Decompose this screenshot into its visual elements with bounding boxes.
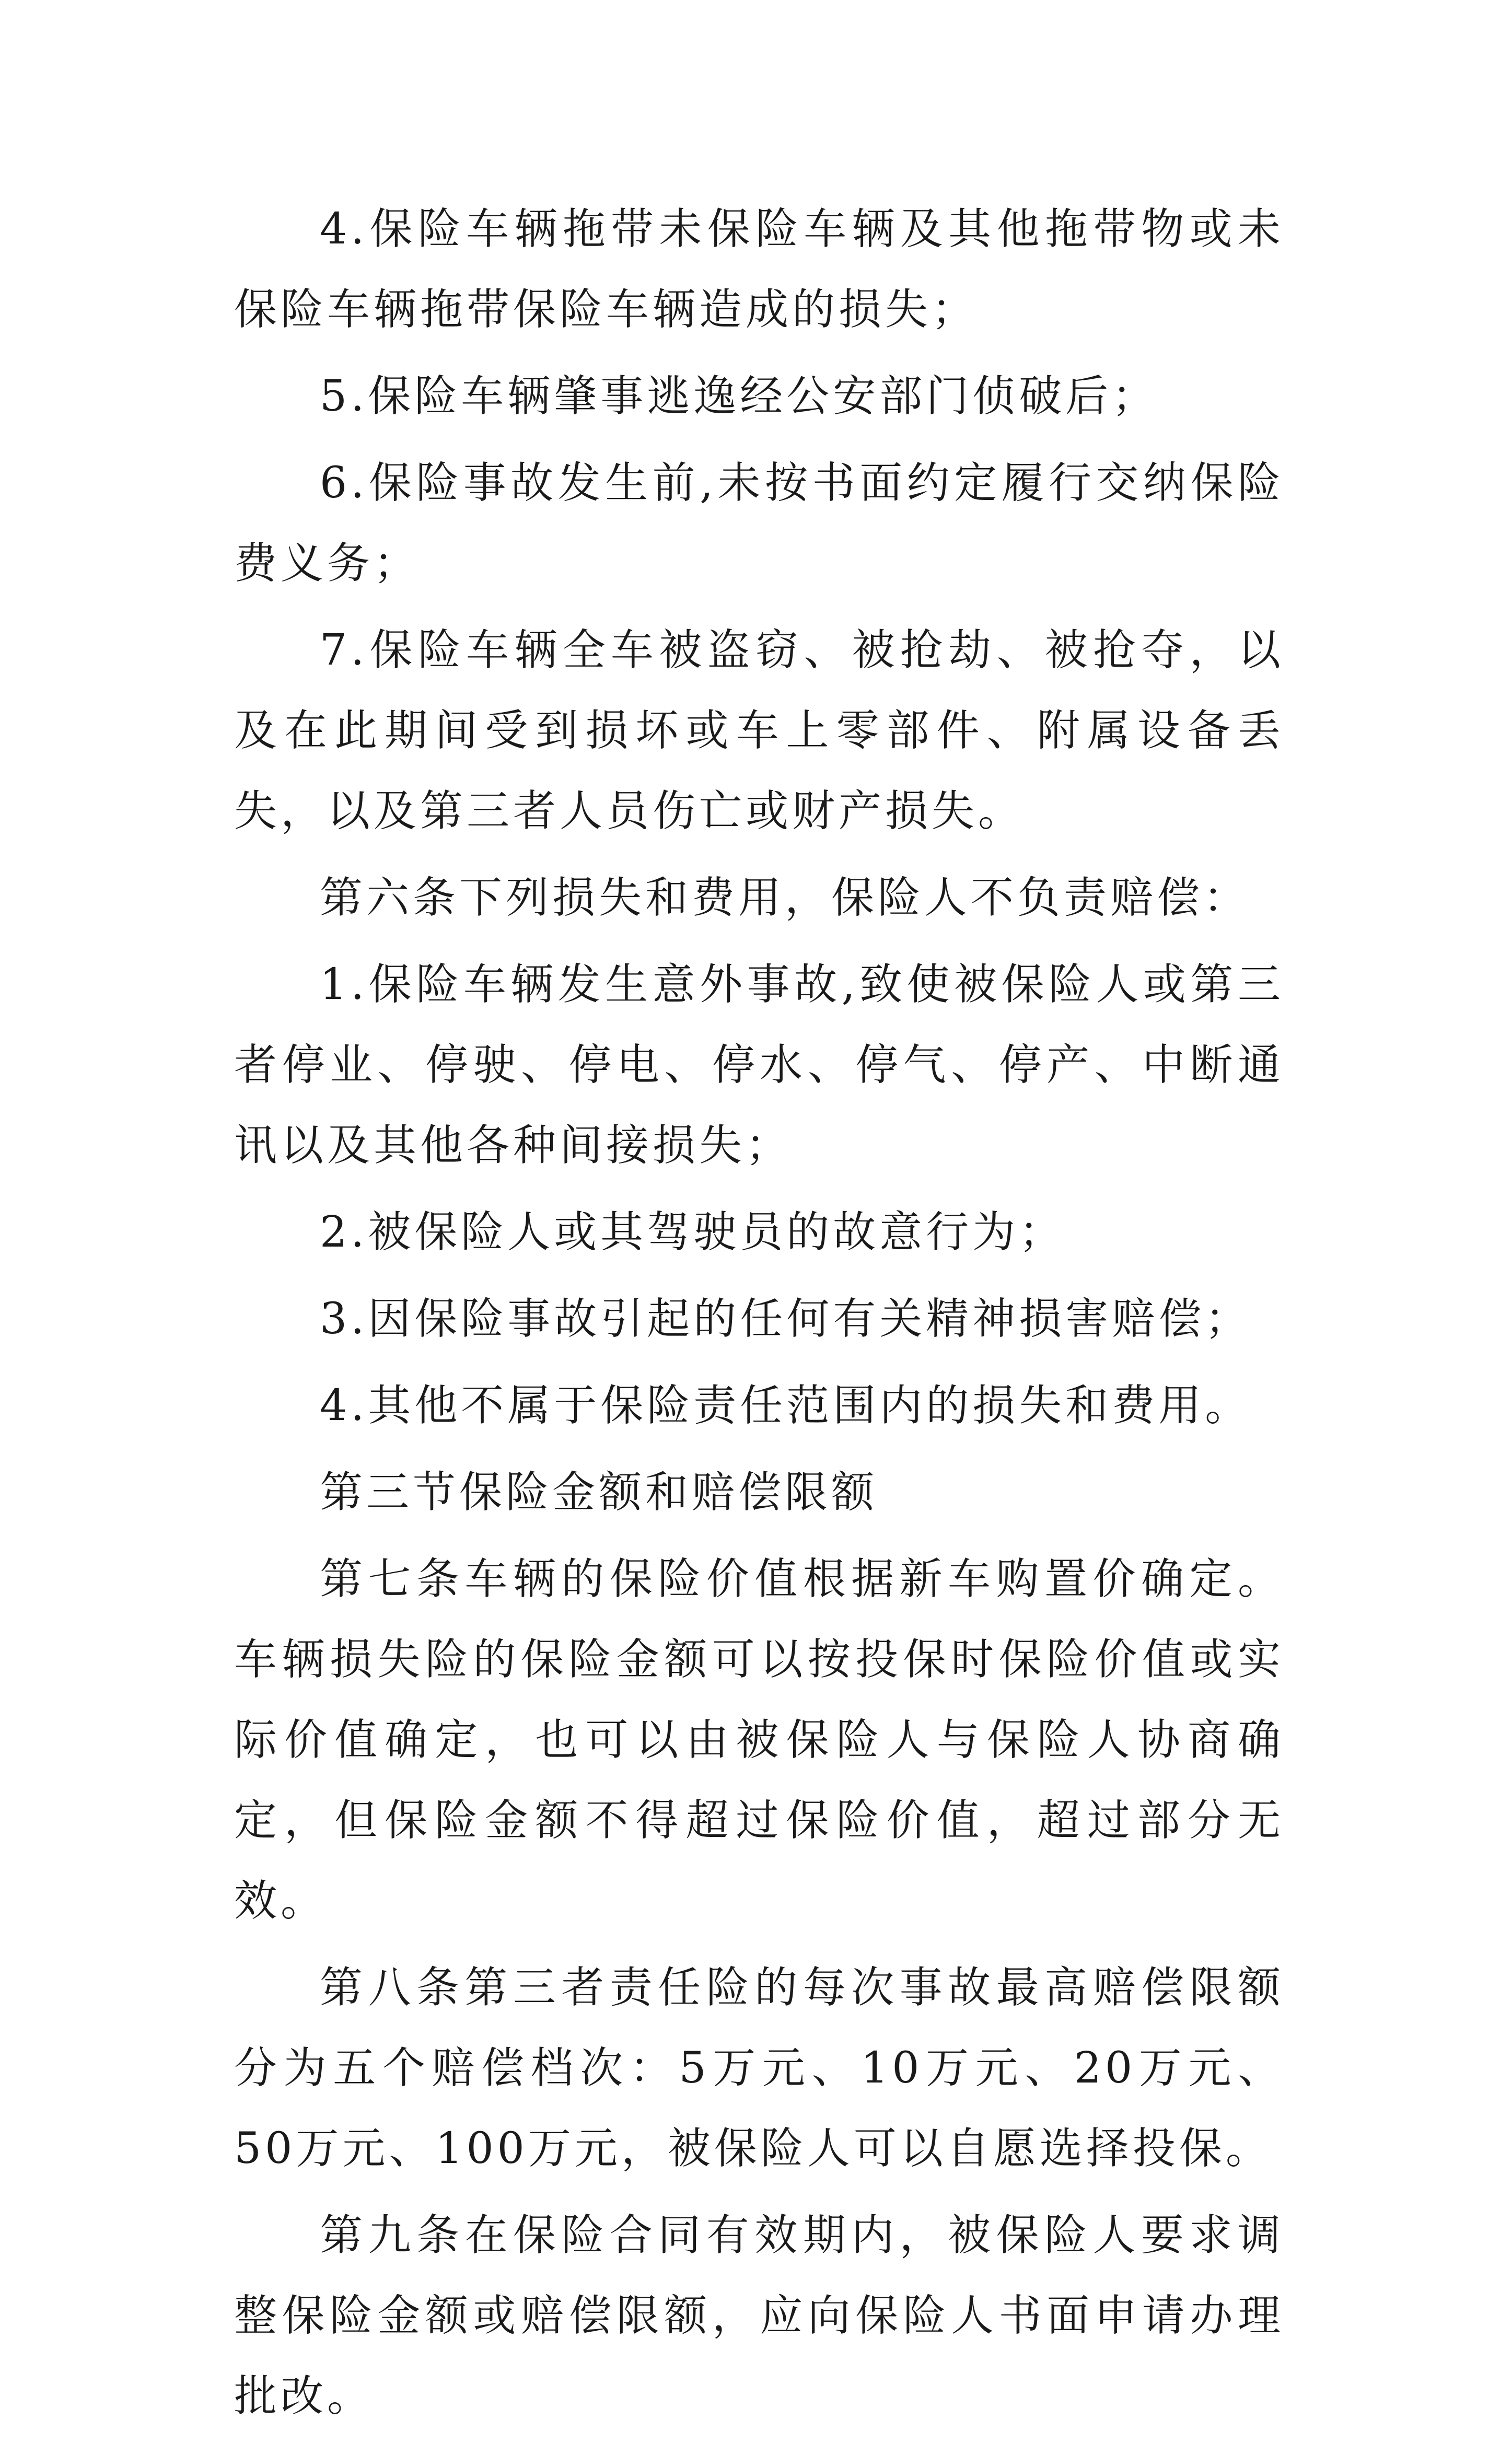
article-6-item-3: 3.因保险事故引起的任何有关精神损害赔偿； <box>320 1294 1252 1344</box>
clause-item-7-theft: 7.保险车辆全车被盗窃、被抢劫、被抢夺，以及在此期间受到损坏或车上零部件、附属设备丢失，以及第三者人员伤亡或财产损失。 <box>234 625 1284 836</box>
article-6-item-1: 1.保险车辆发生意外事故,致使被保险人或第三者停业、停驶、停电、停水、停气、停产、中断通讯以及其他各种间接损失； <box>234 960 1284 1170</box>
clause-item-4-towing: 4.保险车辆拖带未保险车辆及其他拖带物或未保险车辆拖带保险车辆造成的损失； <box>234 204 1284 334</box>
clause-item-6-premium: 6.保险事故发生前,未按书面约定履行交纳保险费义务； <box>234 458 1284 588</box>
article-6-heading: 第六条下列损失和费用，保险人不负责赔偿： <box>320 873 1250 923</box>
article-6-item-2: 2.被保险人或其驾驶员的故意行为； <box>320 1207 1066 1257</box>
article-7: 第七条车辆的保险价值根据新车购置价确定。车辆损失险的保险金额可以按投保时保险价值或实际价值确定，也可以由被保险人与保险人协商确定，但保险金额不得超过保险价值，超过部分无效。 <box>234 1554 1284 1926</box>
clause-item-5-hit-and-run: 5.保险车辆肇事逃逸经公安部门侦破后； <box>320 371 1159 421</box>
article-6-item-4: 4.其他不属于保险责任范围内的损失和费用。 <box>320 1381 1252 1430</box>
article-8: 第八条第三者责任险的每次事故最高赔偿限额分为五个赔偿档次：5万元、10万元、20万元、50万元、100万元，被保险人可以自愿选择投保。 <box>234 1963 1284 2173</box>
section-3-heading: 第三节保险金额和赔偿限额 <box>320 1468 878 1517</box>
article-9: 第九条在保险合同有效期内，被保险人要求调整保险金额或赔偿限额，应向保险人书面申请办理批改。 <box>234 2211 1284 2421</box>
document-body <box>234 189 1284 2443</box>
